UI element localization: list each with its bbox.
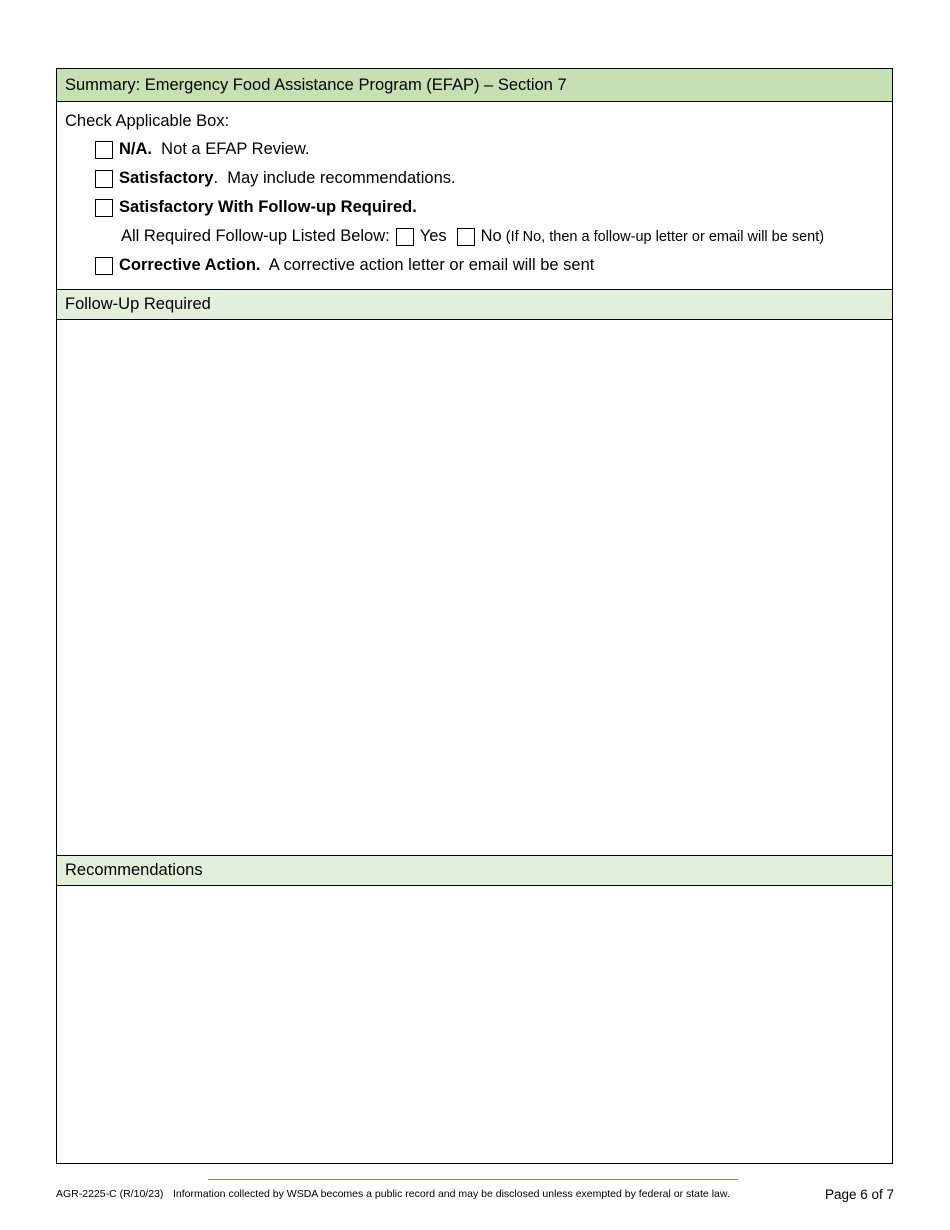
followup-checkbox[interactable] [95,199,113,217]
follow-up-text-area[interactable] [57,320,892,855]
option-corrective [95,256,594,275]
satisfactory-label-bold: Satisfactory [119,169,214,187]
option-na [95,140,309,159]
no-label: No [480,227,502,245]
public-record-notice: Information collected by WSDA becomes a public record and may be disclosed unless exempted by federal or state law. [173,1188,730,1200]
na-label-bold: N/A. [119,140,152,158]
satisfactory-checkbox[interactable] [95,170,113,188]
follow-up-heading: Follow-Up Required [57,289,892,320]
recommendations-text-area[interactable] [57,886,892,1163]
corrective-label-bold: Corrective Action. [119,256,261,274]
no-checkbox[interactable] [457,228,475,246]
followup-label-bold: Satisfactory With Follow-up Required. [119,198,417,216]
form-code: AGR-2225-C (R/10/23) [56,1188,164,1200]
footer-divider [208,1179,738,1180]
na-checkbox[interactable] [95,141,113,159]
na-label-text: Not a EFAP Review. [152,140,310,158]
corrective-label-text: A corrective action letter or email will be sent [260,256,595,274]
recommendations-heading: Recommendations [57,855,892,886]
option-followup [95,198,417,217]
efap-summary-form [56,68,893,1164]
section-title: Summary: Emergency Food Assistance Program (EFAP) – Section 7 [57,69,892,102]
followup-listed-label: All Required Follow-up Listed Below: [121,227,390,245]
page-footer [56,1184,894,1204]
yes-checkbox[interactable] [396,228,414,246]
checkbox-group [57,102,892,289]
option-satisfactory [95,169,456,188]
page-number: Page 6 of 7 [824,1186,894,1202]
no-note: (If No, then a follow-up letter or email will be sent) [505,228,825,245]
yes-label: Yes [419,227,447,245]
corrective-checkbox[interactable] [95,257,113,275]
satisfactory-label-text: . May include recommendations. [213,169,456,187]
check-heading: Check Applicable Box: [65,112,230,130]
followup-listed-row [121,227,824,246]
